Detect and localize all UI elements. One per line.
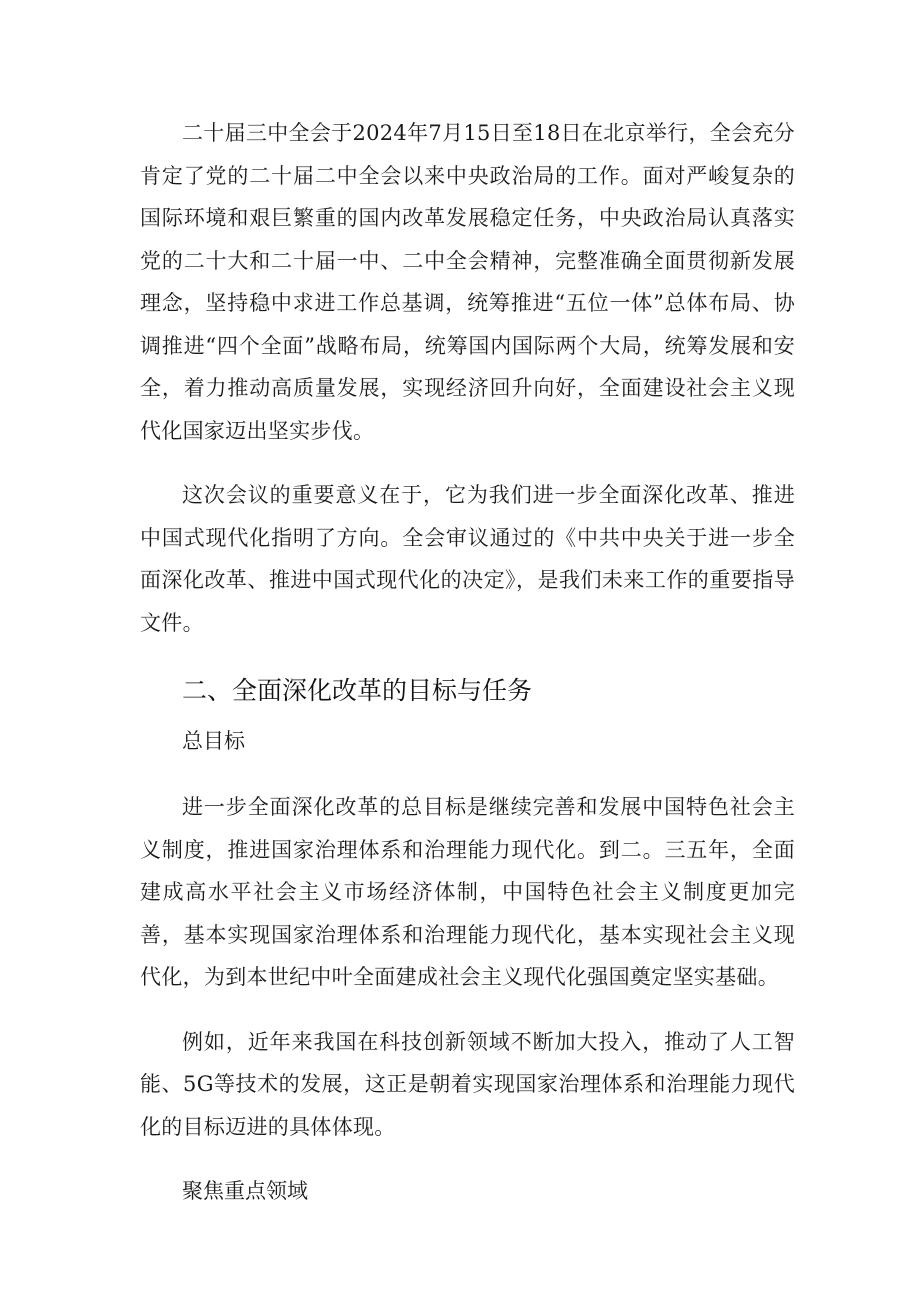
section-heading-reform-goals: 二、全面深化改革的目标与任务 bbox=[182, 676, 533, 705]
paragraph-plenum-overview: 二十届三中全会于2024年7月15日至18日在北京举行，全会充分肯定了党的二十届二中全会以来中央政治局的工作。面对严峻复杂的国际环境和艰巨繁重的国内改革发展稳定任务，中央政治局认真落实党的二十大和二十届一中、二中全会精神，完整准确全面贯彻新发展理念，坚持稳中求进工作总基调，统筹推进“五位一体”总体布局、协调推进“四个全面”战略布局，统筹国内国际两个大局，统筹发展和安全，着力推动高质量发展，实现经济回升向好，全面建设社会主义现代化国家迈出坚实步伐。 bbox=[140, 121, 795, 443]
paragraph-example: 例如，近年来我国在科技创新领域不断加大投入，推动了人工智能、5G等技术的发展，这正是朝着实现国家治理体系和治理能力现代化的目标迈进的具体体现。 bbox=[140, 1029, 795, 1139]
subheading-overall-goal: 总目标 bbox=[182, 729, 245, 753]
document-body bbox=[140, 112, 795, 1236]
paragraph-overall-goal: 进一步全面深化改革的总目标是继续完善和发展中国特色社会主义制度，推进国家治理体系和治理能力现代化。到二。三五年，全面建成高水平社会主义市场经济体制，中国特色社会主义制度更加完善，基本实现国家治理体系和治理能力现代化，基本实现社会主义现代化，为到本世纪中叶全面建成社会主义现代化强国奠定坚实基础。 bbox=[140, 795, 795, 989]
paragraph-meeting-significance: 这次会议的重要意义在于，它为我们进一步全面深化改革、推进中国式现代化指明了方向。全会审议通过的《中共中央关于进一步全面深化改革、推进中国式现代化的决定》，是我们未来工作的重要指导文件。 bbox=[140, 483, 795, 635]
subheading-key-areas: 聚焦重点领域 bbox=[182, 1179, 308, 1203]
